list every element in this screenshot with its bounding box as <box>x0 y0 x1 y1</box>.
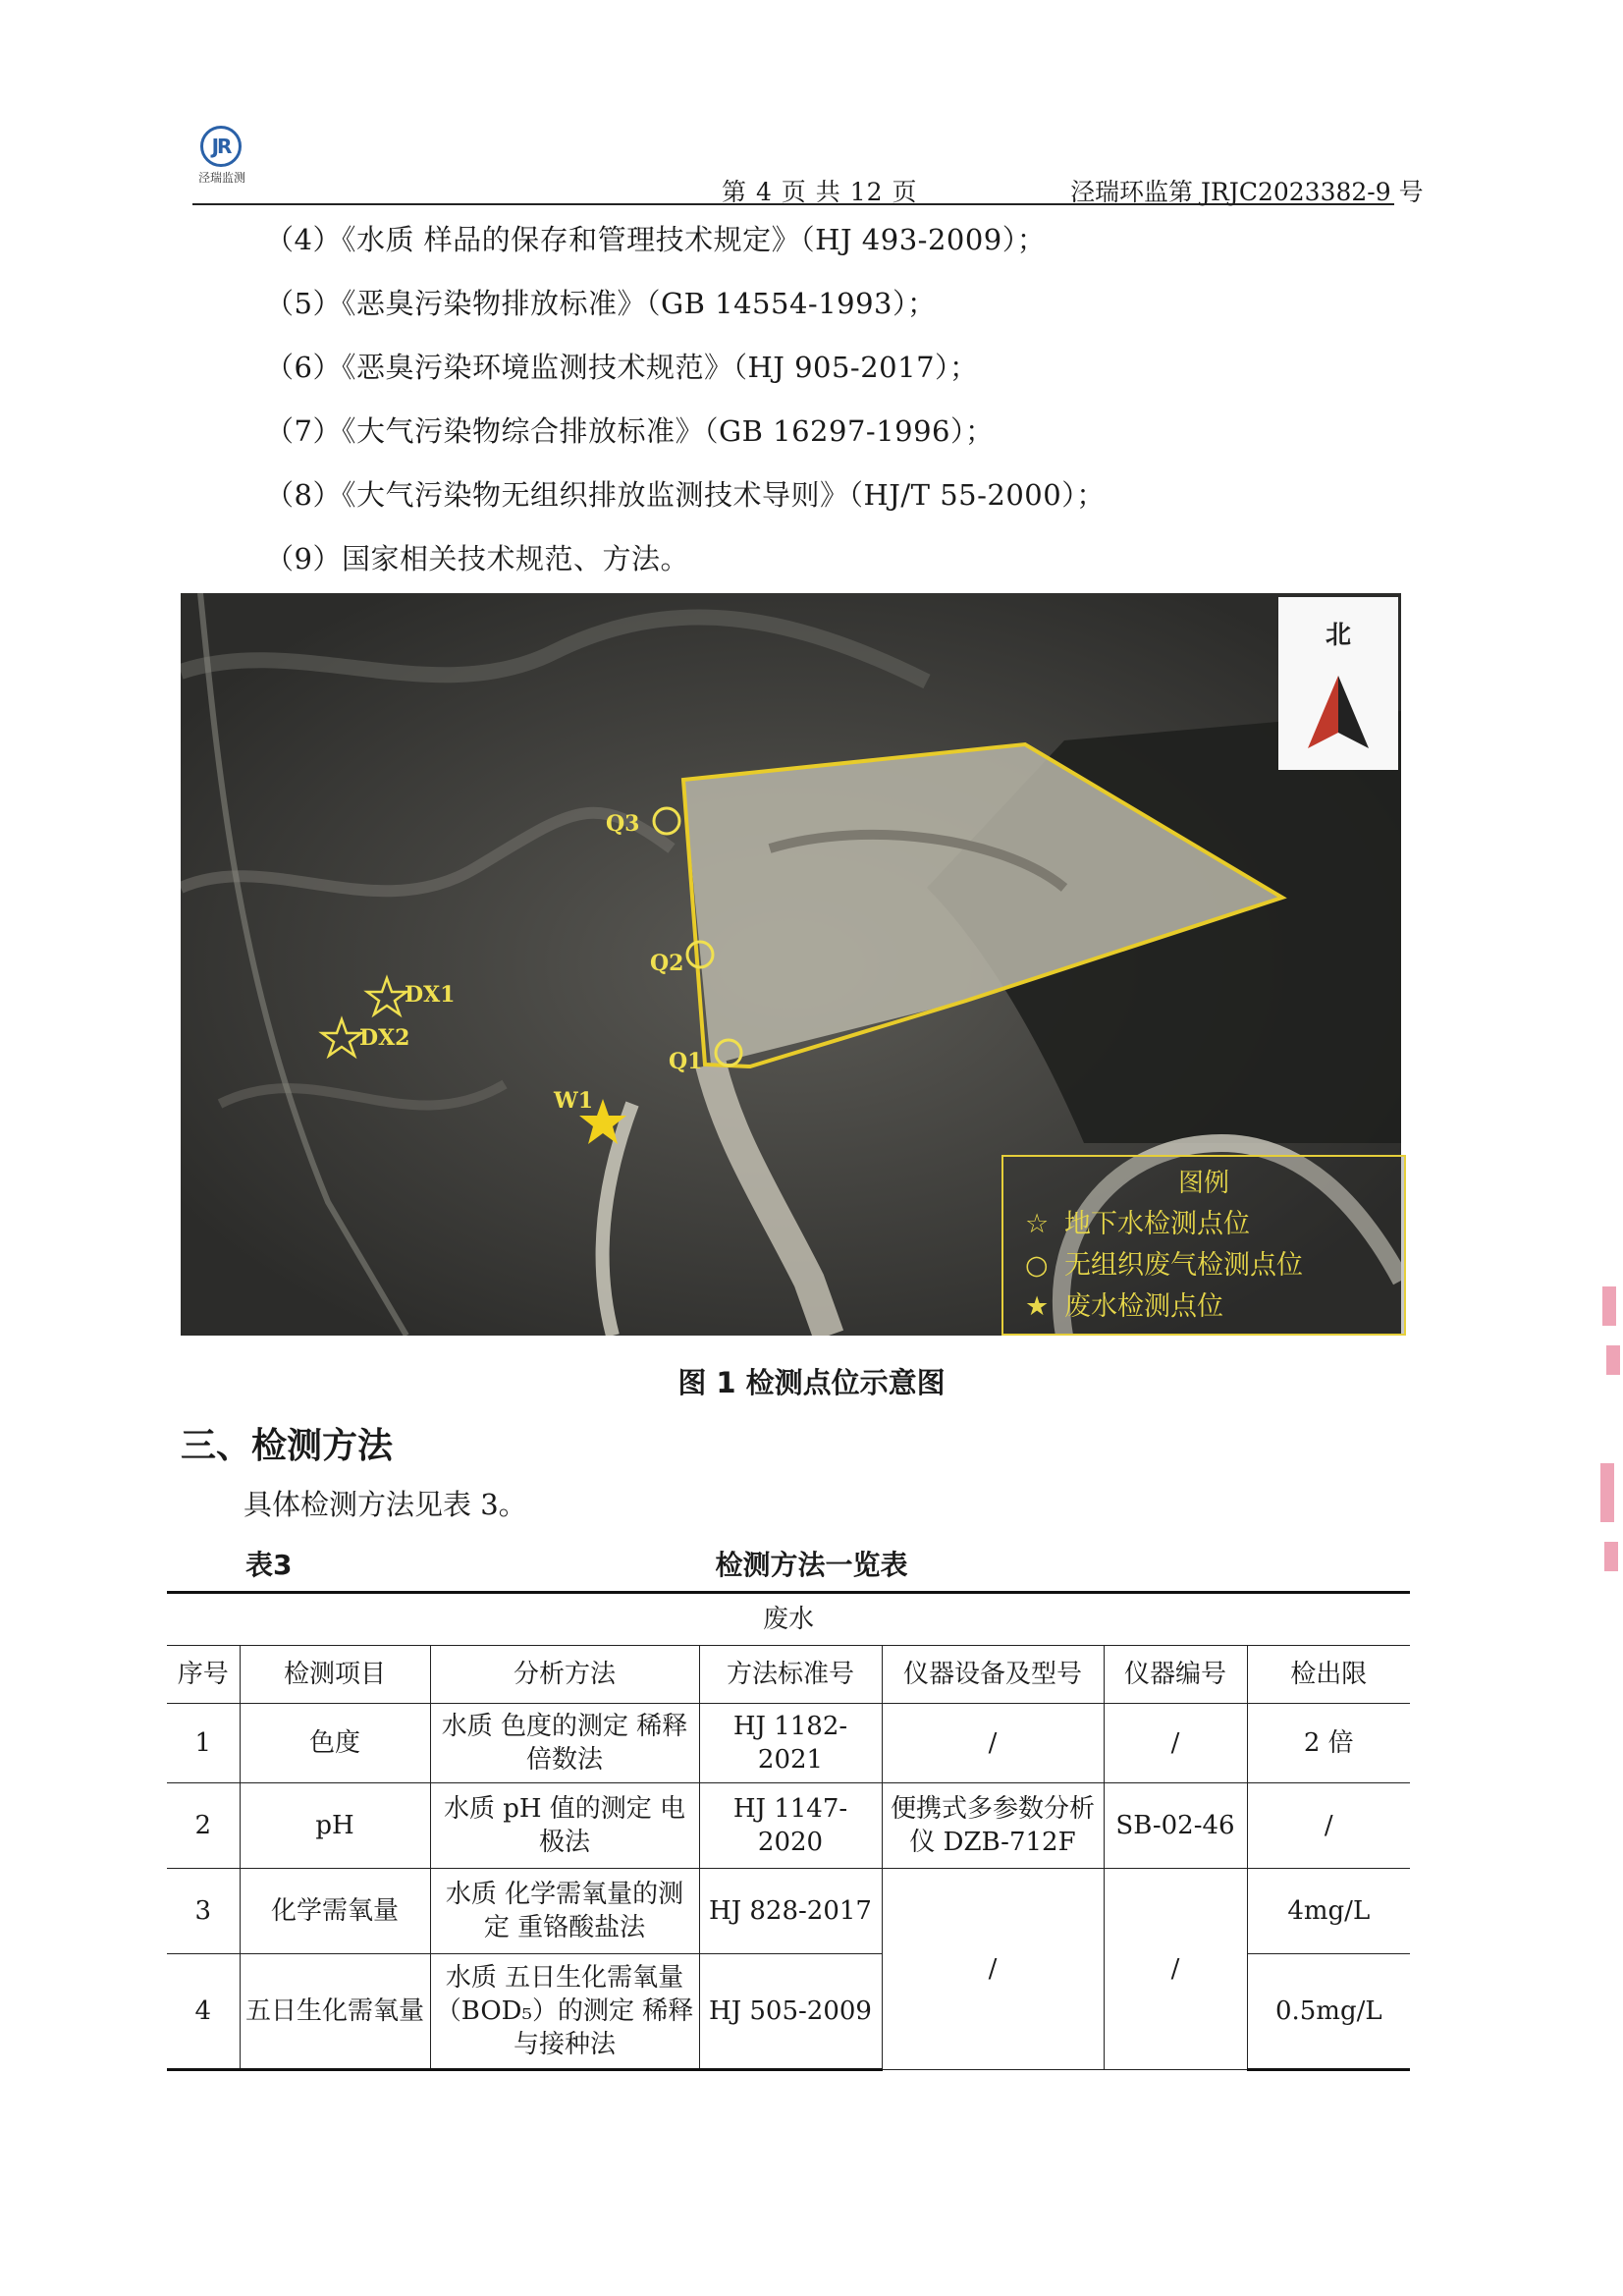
column-header: 检测项目 <box>240 1646 430 1704</box>
point-label-w1: W1 <box>554 1088 594 1114</box>
legend-item-air: ○ 无组织废气检测点位 <box>1025 1250 1303 1281</box>
column-header: 仪器编号 <box>1104 1646 1247 1704</box>
table-header-row <box>167 1646 1410 1704</box>
legend-title: 图例 <box>1177 1169 1229 1198</box>
cell-standard: HJ 1182-2021 <box>699 1704 882 1783</box>
company-logo <box>192 126 249 194</box>
column-header: 分析方法 <box>430 1646 699 1704</box>
column-header: 方法标准号 <box>699 1646 882 1704</box>
report-number: 泾瑞环监第 JRJC2023382-9 号 <box>1070 178 1424 206</box>
cell-standard: HJ 505-2009 <box>699 1954 882 2070</box>
reference-item: （5）《恶臭污染物排放标准》（GB 14554-1993）； <box>265 287 937 320</box>
circle-icon: ○ <box>1025 1250 1049 1281</box>
cell-item: pH <box>240 1783 430 1869</box>
column-header: 检出限 <box>1247 1646 1410 1704</box>
seal-fragment <box>1604 1542 1618 1571</box>
section-intro: 具体检测方法见表 3。 <box>243 1488 527 1521</box>
logo-caption: 泾瑞监测 <box>197 171 245 185</box>
table-category: 废水 <box>167 1593 1410 1646</box>
reference-item: （6）《恶臭污染环境监测技术规范》（HJ 905-2017）； <box>265 351 979 384</box>
cell-limit: 4mg/L <box>1247 1869 1410 1954</box>
seal-fragment <box>1606 1345 1620 1375</box>
header-divider <box>192 203 1394 205</box>
cell-method: 水质 化学需氧量的测定 重铬酸盐法 <box>430 1869 699 1954</box>
column-header: 仪器设备及型号 <box>882 1646 1104 1704</box>
cell-device-no: / <box>1104 1704 1247 1783</box>
north-label: 北 <box>1325 621 1351 650</box>
cell-device: / <box>882 1869 1104 2070</box>
point-label-q3: Q3 <box>606 811 640 837</box>
methods-table <box>167 1591 1410 2071</box>
point-label-q1: Q1 <box>669 1049 703 1074</box>
cell-no: 4 <box>167 1954 240 2070</box>
cell-standard: HJ 828-2017 <box>699 1869 882 1954</box>
cell-method: 水质 五日生化需氧量（BOD₅）的测定 稀释与接种法 <box>430 1954 699 2070</box>
cell-standard: HJ 1147-2020 <box>699 1783 882 1869</box>
cell-device: / <box>882 1704 1104 1783</box>
section-heading: 三、检测方法 <box>181 1426 394 1466</box>
point-label-dx2: DX2 <box>359 1025 410 1051</box>
table-row <box>167 1704 1410 1783</box>
table-row <box>167 1869 1410 1954</box>
point-label-q2: Q2 <box>650 951 684 976</box>
cell-no: 1 <box>167 1704 240 1783</box>
cell-method: 水质 色度的测定 稀释倍数法 <box>430 1704 699 1783</box>
seal-fragment <box>1602 1286 1616 1326</box>
cell-item: 化学需氧量 <box>240 1869 430 1954</box>
logo-mark: JR <box>211 135 231 158</box>
table-number: 表3 <box>245 1549 293 1581</box>
cell-limit: 2 倍 <box>1247 1704 1410 1783</box>
filled-star-icon: ★ <box>1025 1291 1050 1322</box>
reference-item: （9）国家相关技术规范、方法。 <box>265 542 689 575</box>
cell-device-no: / <box>1104 1869 1247 2070</box>
cell-device-no: SB-02-46 <box>1104 1783 1247 1869</box>
hollow-star-icon: ☆ <box>1025 1209 1050 1239</box>
map-legend <box>1001 1155 1406 1336</box>
legend-item-groundwater: ☆ 地下水检测点位 <box>1025 1209 1250 1239</box>
cell-limit: / <box>1247 1783 1410 1869</box>
cell-device: 便携式多参数分析仪 DZB-712F <box>882 1783 1104 1869</box>
table-title: 检测方法一览表 <box>715 1549 908 1581</box>
legend-item-wastewater: ★ 废水检测点位 <box>1025 1291 1223 1322</box>
column-header: 序号 <box>167 1646 240 1704</box>
figure-caption: 图 1 检测点位示意图 <box>677 1366 946 1399</box>
point-label-dx1: DX1 <box>405 982 456 1008</box>
cell-no: 2 <box>167 1783 240 1869</box>
table-row <box>167 1783 1410 1869</box>
cell-item: 色度 <box>240 1704 430 1783</box>
reference-item: （7）《大气污染物综合排放标准》（GB 16297-1996）； <box>265 414 995 448</box>
cell-item: 五日生化需氧量 <box>240 1954 430 2070</box>
page-number: 第 4 页 共 12 页 <box>722 178 918 206</box>
cell-limit: 0.5mg/L <box>1247 1954 1410 2070</box>
north-arrow-icon <box>1306 676 1371 754</box>
cell-method: 水质 pH 值的测定 电极法 <box>430 1783 699 1869</box>
north-arrow <box>1278 597 1398 770</box>
reference-item: （8）《大气污染物无组织排放监测技术导则》（HJ/T 55-2000）； <box>265 478 1106 512</box>
reference-item: （4）《水质 样品的保存和管理技术规定》（HJ 493-2009）； <box>265 223 1047 256</box>
seal-fragment <box>1600 1463 1614 1522</box>
cell-no: 3 <box>167 1869 240 1954</box>
